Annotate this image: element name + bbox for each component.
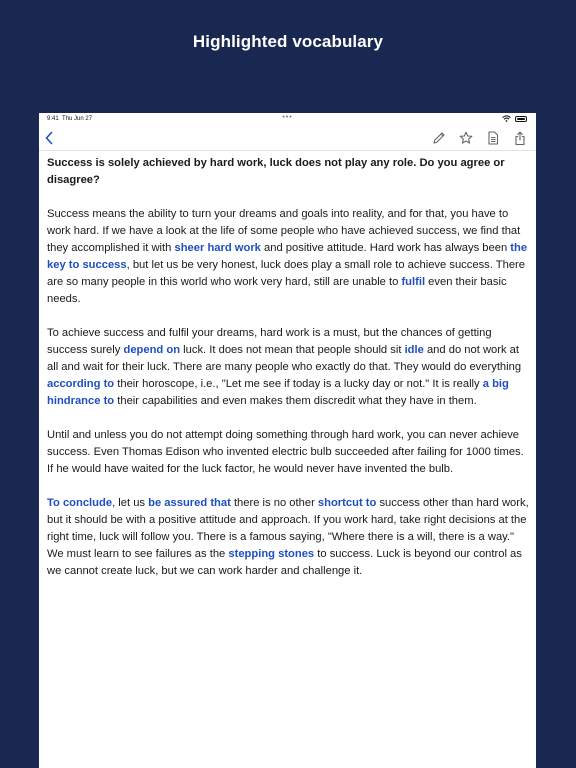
status-clock: 9:41 [47,116,59,122]
article-content [47,151,529,580]
paragraph-text: their horoscope, i.e., "Let me see if today is a lucky day or not." It is really [114,378,483,390]
article-body [47,206,529,580]
status-date: Thu Jun 27 [62,116,93,122]
paragraph-text: their capabilities and even makes them discredit what they have in them. [114,395,477,407]
paragraph-text: , but let us be very honest, luck does play a small role to achieve success. There are so many people in this world who work very hard, still are unable to [47,259,526,288]
paragraph-text: there is no other [230,497,318,509]
paragraph-text: To achieve success and fulfil your dreams, hard work is a must, but the chances of getting success surely [47,327,492,356]
wifi-icon [502,115,511,122]
paragraph-text: to success. Luck is beyond our control as we cannot create luck, but we can work harder and challenge it. [47,548,522,577]
highlighted-vocabulary[interactable]: idle [404,344,424,356]
back-button[interactable] [40,129,58,147]
article-paragraph [47,206,529,308]
highlighted-vocabulary[interactable]: be assured that [148,497,231,509]
status-bar [39,113,536,126]
highlighted-vocabulary[interactable]: fulfil [401,276,426,288]
document-button[interactable] [484,129,502,147]
paragraph-text: luck. It does not mean that people should sit [180,344,405,356]
highlighted-vocabulary[interactable]: a big hindrance to [47,378,509,407]
highlighted-vocabulary[interactable]: sheer hard work [174,242,261,254]
edit-button[interactable] [430,129,448,147]
favorite-button[interactable] [457,129,475,147]
paragraph-text: success other than hard work, but it should be with a positive attitude and approach. If you work hard, take right decisions at the right time, luck will follow you. There is a famous saying, "Where there is a will, there is a way." We must learn to see failures as the [47,497,529,560]
highlighted-vocabulary[interactable]: shortcut to [317,497,377,509]
highlighted-vocabulary[interactable]: the key to success [47,242,528,271]
article-paragraph [47,427,529,478]
document-icon [487,131,499,145]
battery-icon [515,116,527,122]
highlighted-vocabulary[interactable]: according to [47,378,115,390]
multitasking-dots[interactable]: ••• [282,114,293,121]
article-paragraph [47,495,529,580]
status-indicators [502,115,527,122]
highlighted-vocabulary[interactable]: stepping stones [228,548,315,560]
share-icon [514,131,526,146]
paragraph-text: and positive attitude. Hard work has always been [260,242,511,254]
device-screen [39,113,536,768]
banner-title: Highlighted vocabulary [192,32,384,51]
paragraph-text: , let us [112,497,149,509]
article-paragraph [47,325,529,410]
toolbar [39,126,536,151]
share-button[interactable] [511,129,529,147]
paragraph-text: even their basic needs. [47,276,507,305]
chevron-left-icon [44,131,54,145]
paragraph-text: Success means the ability to turn your dreams and goals into reality, and for that, you have to work hard. If we have a look at the life of some people who have achieved success, we find that they accomplished it with [47,208,521,254]
paragraph-text: Until and unless you do not attempt doing something through hard work, you can never achieve success. Even Thomas Edison who invented electric bulb succeeded after failing for 1000 times. If he would have waited for the luck factor, he would never have invented the bulb. [47,429,524,475]
highlighted-vocabulary[interactable]: To conclude [47,497,113,509]
battery-level [517,118,525,120]
pencil-icon [432,131,446,145]
question-title: Success is solely achieved by hard work, luck does not play any role. Do you agree or disagree? [47,157,505,186]
paragraph-text: and do not work at all and wait for their luck. There are many people who exactly do that. They would do everything [47,344,522,373]
highlighted-vocabulary[interactable]: depend on [123,344,181,356]
star-icon [459,131,473,145]
